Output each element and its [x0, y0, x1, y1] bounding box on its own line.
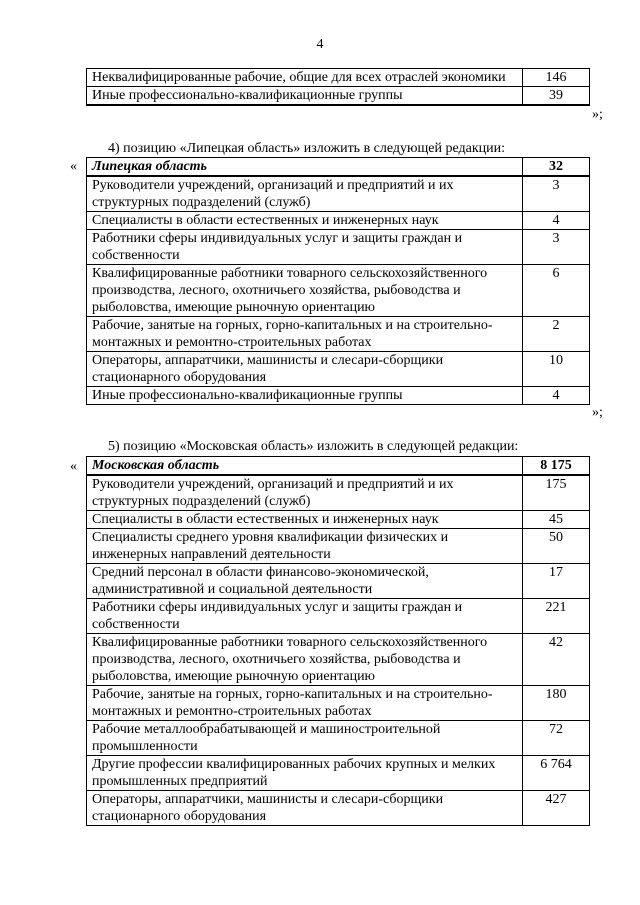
row-value: 3	[523, 230, 590, 265]
table-row	[87, 686, 590, 721]
row-name: Руководители учреждений, организаций и предприятий и их структурных подразделений (служб)	[87, 176, 523, 212]
table-row	[87, 791, 590, 826]
row-value: 175	[523, 475, 590, 511]
table-row	[87, 387, 590, 405]
row-name: Рабочие, занятые на горных, горно-капитальных и на строительно-монтажных и ремонтно-строительных работах	[87, 686, 523, 721]
table-row	[87, 317, 590, 352]
table-row	[87, 511, 590, 529]
table-row	[87, 721, 590, 756]
row-value: 42	[523, 634, 590, 686]
table-row	[87, 634, 590, 686]
lipetsk-table	[86, 157, 590, 405]
row-name: Неквалифицированные рабочие, общие для всех отраслей экономики	[87, 69, 523, 87]
row-value: 4	[523, 212, 590, 230]
row-value: 4	[523, 387, 590, 405]
closing-quote: »;	[592, 405, 603, 420]
row-name: Операторы, аппаратчики, машинисты и слесари-сборщики стационарного оборудования	[87, 352, 523, 387]
table-row	[87, 230, 590, 265]
table-header-row	[87, 158, 590, 177]
row-name: Специалисты в области естественных и инженерных наук	[87, 212, 523, 230]
row-value: 45	[523, 511, 590, 529]
table-row	[87, 599, 590, 634]
row-name: Специалисты среднего уровня квалификации физических и инженерных направлений деятельности	[87, 529, 523, 564]
table-row	[87, 212, 590, 230]
page-number: 4	[316, 37, 324, 52]
table-row	[87, 756, 590, 791]
row-value: 146	[523, 69, 590, 87]
row-value: 6 764	[523, 756, 590, 791]
table-row	[87, 69, 590, 87]
row-value: 2	[523, 317, 590, 352]
opening-quote: «	[70, 459, 77, 474]
row-name: Специалисты в области естественных и инженерных наук	[87, 511, 523, 529]
row-name: Работники сферы индивидуальных услуг и защиты граждан и собственности	[87, 599, 523, 634]
row-name: Другие профессии квалифицированных рабочих крупных и мелких промышленных предприятий	[87, 756, 523, 791]
row-name: Иные профессионально-квалификационные группы	[87, 387, 523, 405]
row-value: 427	[523, 791, 590, 826]
row-value: 72	[523, 721, 590, 756]
row-name: Средний персонал в области финансово-экономической, административной и социальной деятельности	[87, 564, 523, 599]
row-name: Квалифицированные работники товарного сельскохозяйственного производства, лесного, охотничьего хозяйства, рыбоводства и рыболовства, имеющие рыночную ориентацию	[87, 265, 523, 317]
row-value: 3	[523, 176, 590, 212]
region-name: Московская область	[87, 457, 523, 476]
row-value: 6	[523, 265, 590, 317]
table-row	[87, 529, 590, 564]
table-row	[87, 176, 590, 212]
row-value: 50	[523, 529, 590, 564]
row-name: Рабочие металлообрабатывающей и машиностроительной промышленности	[87, 721, 523, 756]
row-value: 180	[523, 686, 590, 721]
row-name: Иные профессионально-квалификационные группы	[87, 87, 523, 106]
row-value: 39	[523, 87, 590, 106]
paragraph-4: 4) позицию «Липецкая область» изложить в следующей редакции:	[108, 141, 506, 156]
region-total: 8 175	[523, 457, 590, 476]
table-row	[87, 87, 590, 106]
row-name: Руководители учреждений, организаций и предприятий и их структурных подразделений (служб)	[87, 475, 523, 511]
row-name: Рабочие, занятые на горных, горно-капитальных и на строительно-монтажных и ремонтно-строительных работах	[87, 317, 523, 352]
region-name: Липецкая область	[87, 158, 523, 177]
row-name: Операторы, аппаратчики, машинисты и слесари-сборщики стационарного оборудования	[87, 791, 523, 826]
closing-quote: »;	[592, 107, 603, 122]
table-header-row	[87, 457, 590, 476]
row-name: Работники сферы индивидуальных услуг и защиты граждан и собственности	[87, 230, 523, 265]
table-row	[87, 475, 590, 511]
paragraph-5: 5) позицию «Московская область» изложить в следующей редакции:	[108, 439, 519, 454]
row-value: 221	[523, 599, 590, 634]
table-row	[87, 265, 590, 317]
region-total: 32	[523, 158, 590, 177]
table-row	[87, 564, 590, 599]
continuation-table	[86, 68, 590, 106]
table-row	[87, 352, 590, 387]
moscow-table	[86, 456, 590, 826]
row-value: 10	[523, 352, 590, 387]
row-value: 17	[523, 564, 590, 599]
opening-quote: «	[70, 159, 77, 174]
row-name: Квалифицированные работники товарного сельскохозяйственного производства, лесного, охотничьего хозяйства, рыбоводства и рыболовства, имеющие рыночную ориентацию	[87, 634, 523, 686]
